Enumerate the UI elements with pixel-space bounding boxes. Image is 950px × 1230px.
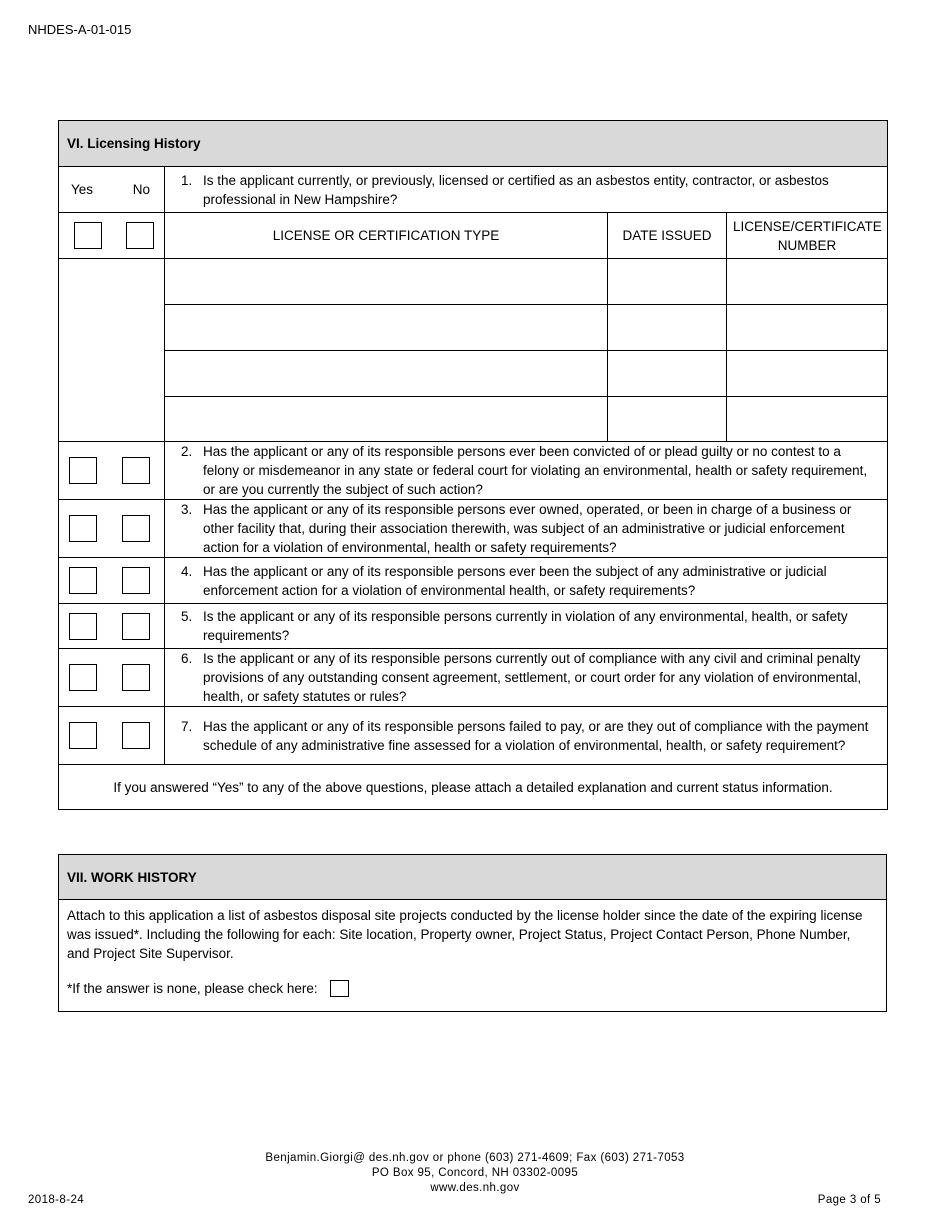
date-issued-input[interactable] (608, 351, 727, 397)
page-number: Page 3 of 5 (817, 1194, 881, 1206)
question-text: Is the applicant or any of its responsible persons currently in violation of any environmental, health, or safety requirements? (203, 609, 848, 643)
footer-contact (0, 1151, 950, 1196)
question-number: 7. (181, 718, 193, 734)
license-type-header: LICENSE OR CERTIFICATION TYPE (165, 213, 608, 259)
q4-yes-checkbox[interactable] (69, 567, 97, 594)
q5-no-checkbox[interactable] (122, 613, 150, 640)
footer-contact-line-1: Benjamin.Giorgi@ des.nh.gov or phone (603) 271-4609; Fax (603) 271-7053 (265, 1152, 685, 1164)
question-text: Is the applicant or any of its responsible persons currently out of compliance with any civil and criminal penalty provisions of any outstanding consent agreement, settlement, or court order for any violation of environmental, health, or safety statutes or rules? (203, 651, 862, 704)
question-4 (165, 558, 888, 604)
license-number-input[interactable] (727, 259, 888, 305)
question-2 (165, 442, 888, 500)
none-checkbox[interactable] (330, 980, 349, 997)
license-number-input[interactable] (727, 305, 888, 351)
q5-yes-checkbox[interactable] (69, 613, 97, 640)
license-type-input[interactable] (165, 397, 608, 442)
yes-label: Yes (71, 182, 94, 197)
work-history-instructions: Attach to this application a list of asbestos disposal site projects conducted by the license holder since the date of the expiring license was issued*. Including the following for each: Site location, Property owner, Project Status, Project Contact Person, Phone Number, and Project Site Supervisor. (67, 908, 863, 961)
licensing-history-section (58, 120, 888, 810)
q7-no-checkbox[interactable] (122, 722, 150, 749)
question-number: 2. (181, 444, 193, 459)
question-number: 4. (181, 563, 193, 579)
q4-no-checkbox[interactable] (122, 567, 150, 594)
q6-yes-checkbox[interactable] (69, 664, 97, 691)
q3-yes-checkbox[interactable] (69, 515, 97, 542)
q3-no-checkbox[interactable] (122, 515, 150, 542)
question-5 (165, 604, 888, 649)
license-number-header: LICENSE/CERTIFICATE NUMBER (727, 213, 888, 259)
yes-answer-note: If you answered “Yes” to any of the above questions, please attach a detailed explanation and current status information. (59, 765, 888, 810)
q1-no-checkbox[interactable] (126, 222, 154, 249)
question-number: 6. (181, 651, 193, 666)
question-7 (165, 707, 888, 765)
date-issued-input[interactable] (608, 397, 727, 442)
date-issued-input[interactable] (608, 305, 727, 351)
work-history-section (58, 854, 887, 1012)
none-label: *If the answer is none, please check here: (67, 981, 318, 996)
date-issued-header: DATE ISSUED (608, 213, 727, 259)
footer-website[interactable]: www.des.nh.gov (430, 1182, 520, 1194)
date-issued-input[interactable] (608, 259, 727, 305)
q7-yes-checkbox[interactable] (69, 722, 97, 749)
license-number-input[interactable] (727, 397, 888, 442)
q6-no-checkbox[interactable] (122, 664, 150, 691)
license-number-input[interactable] (727, 351, 888, 397)
question-text: Is the applicant currently, or previously, licensed or certified as an asbestos entity, contractor, or asbestos professional in New Hampshire? (203, 172, 829, 207)
q2-yes-checkbox[interactable] (69, 457, 97, 484)
license-type-input[interactable] (165, 259, 608, 305)
footer-contact-line-2: PO Box 95, Concord, NH 03302-0095 (371, 1167, 579, 1179)
blank-cell (59, 259, 165, 442)
question-1 (165, 167, 888, 213)
license-type-input[interactable] (165, 305, 608, 351)
license-type-input[interactable] (165, 351, 608, 397)
question-number: 1. (181, 172, 193, 188)
question-text: Has the applicant or any of its responsible persons failed to pay, or are they out of compliance with the payment schedule of any administrative fine assessed for a violation of environmental, health, or safety requirement? (203, 718, 869, 753)
q1-yes-checkbox[interactable] (74, 222, 102, 249)
section-7-title: VII. WORK HISTORY (59, 855, 887, 900)
question-6 (165, 649, 888, 707)
question-text: Has the applicant or any of its responsible persons ever been the subject of any administrative or judicial enforcement action for a violation of environmental health, or safety requirements? (203, 563, 827, 598)
question-text: Has the applicant or any of its responsible persons ever owned, operated, or been in charge of a business or other facility that, during their association therewith, was subject of an administrative or judicial enforcement action for a violation of environmental, health or safety requirements? (203, 502, 852, 555)
form-id: NHDES-A-01-015 (28, 22, 132, 37)
footer-date: 2018-8-24 (28, 1194, 85, 1206)
yes-no-header (59, 167, 165, 213)
question-number: 3. (181, 502, 193, 517)
question-text: Has the applicant or any of its responsible persons ever been convicted of or plead guilty or no contest to a felony or misdemeanor in any state or federal court for violating an environmental, health or safety requirement, or are you currently the subject of such action? (203, 444, 868, 497)
question-number: 5. (181, 609, 193, 624)
no-label: No (132, 182, 150, 197)
section-6-title: VI. Licensing History (59, 121, 888, 167)
question-3 (165, 500, 888, 558)
q2-no-checkbox[interactable] (122, 457, 150, 484)
